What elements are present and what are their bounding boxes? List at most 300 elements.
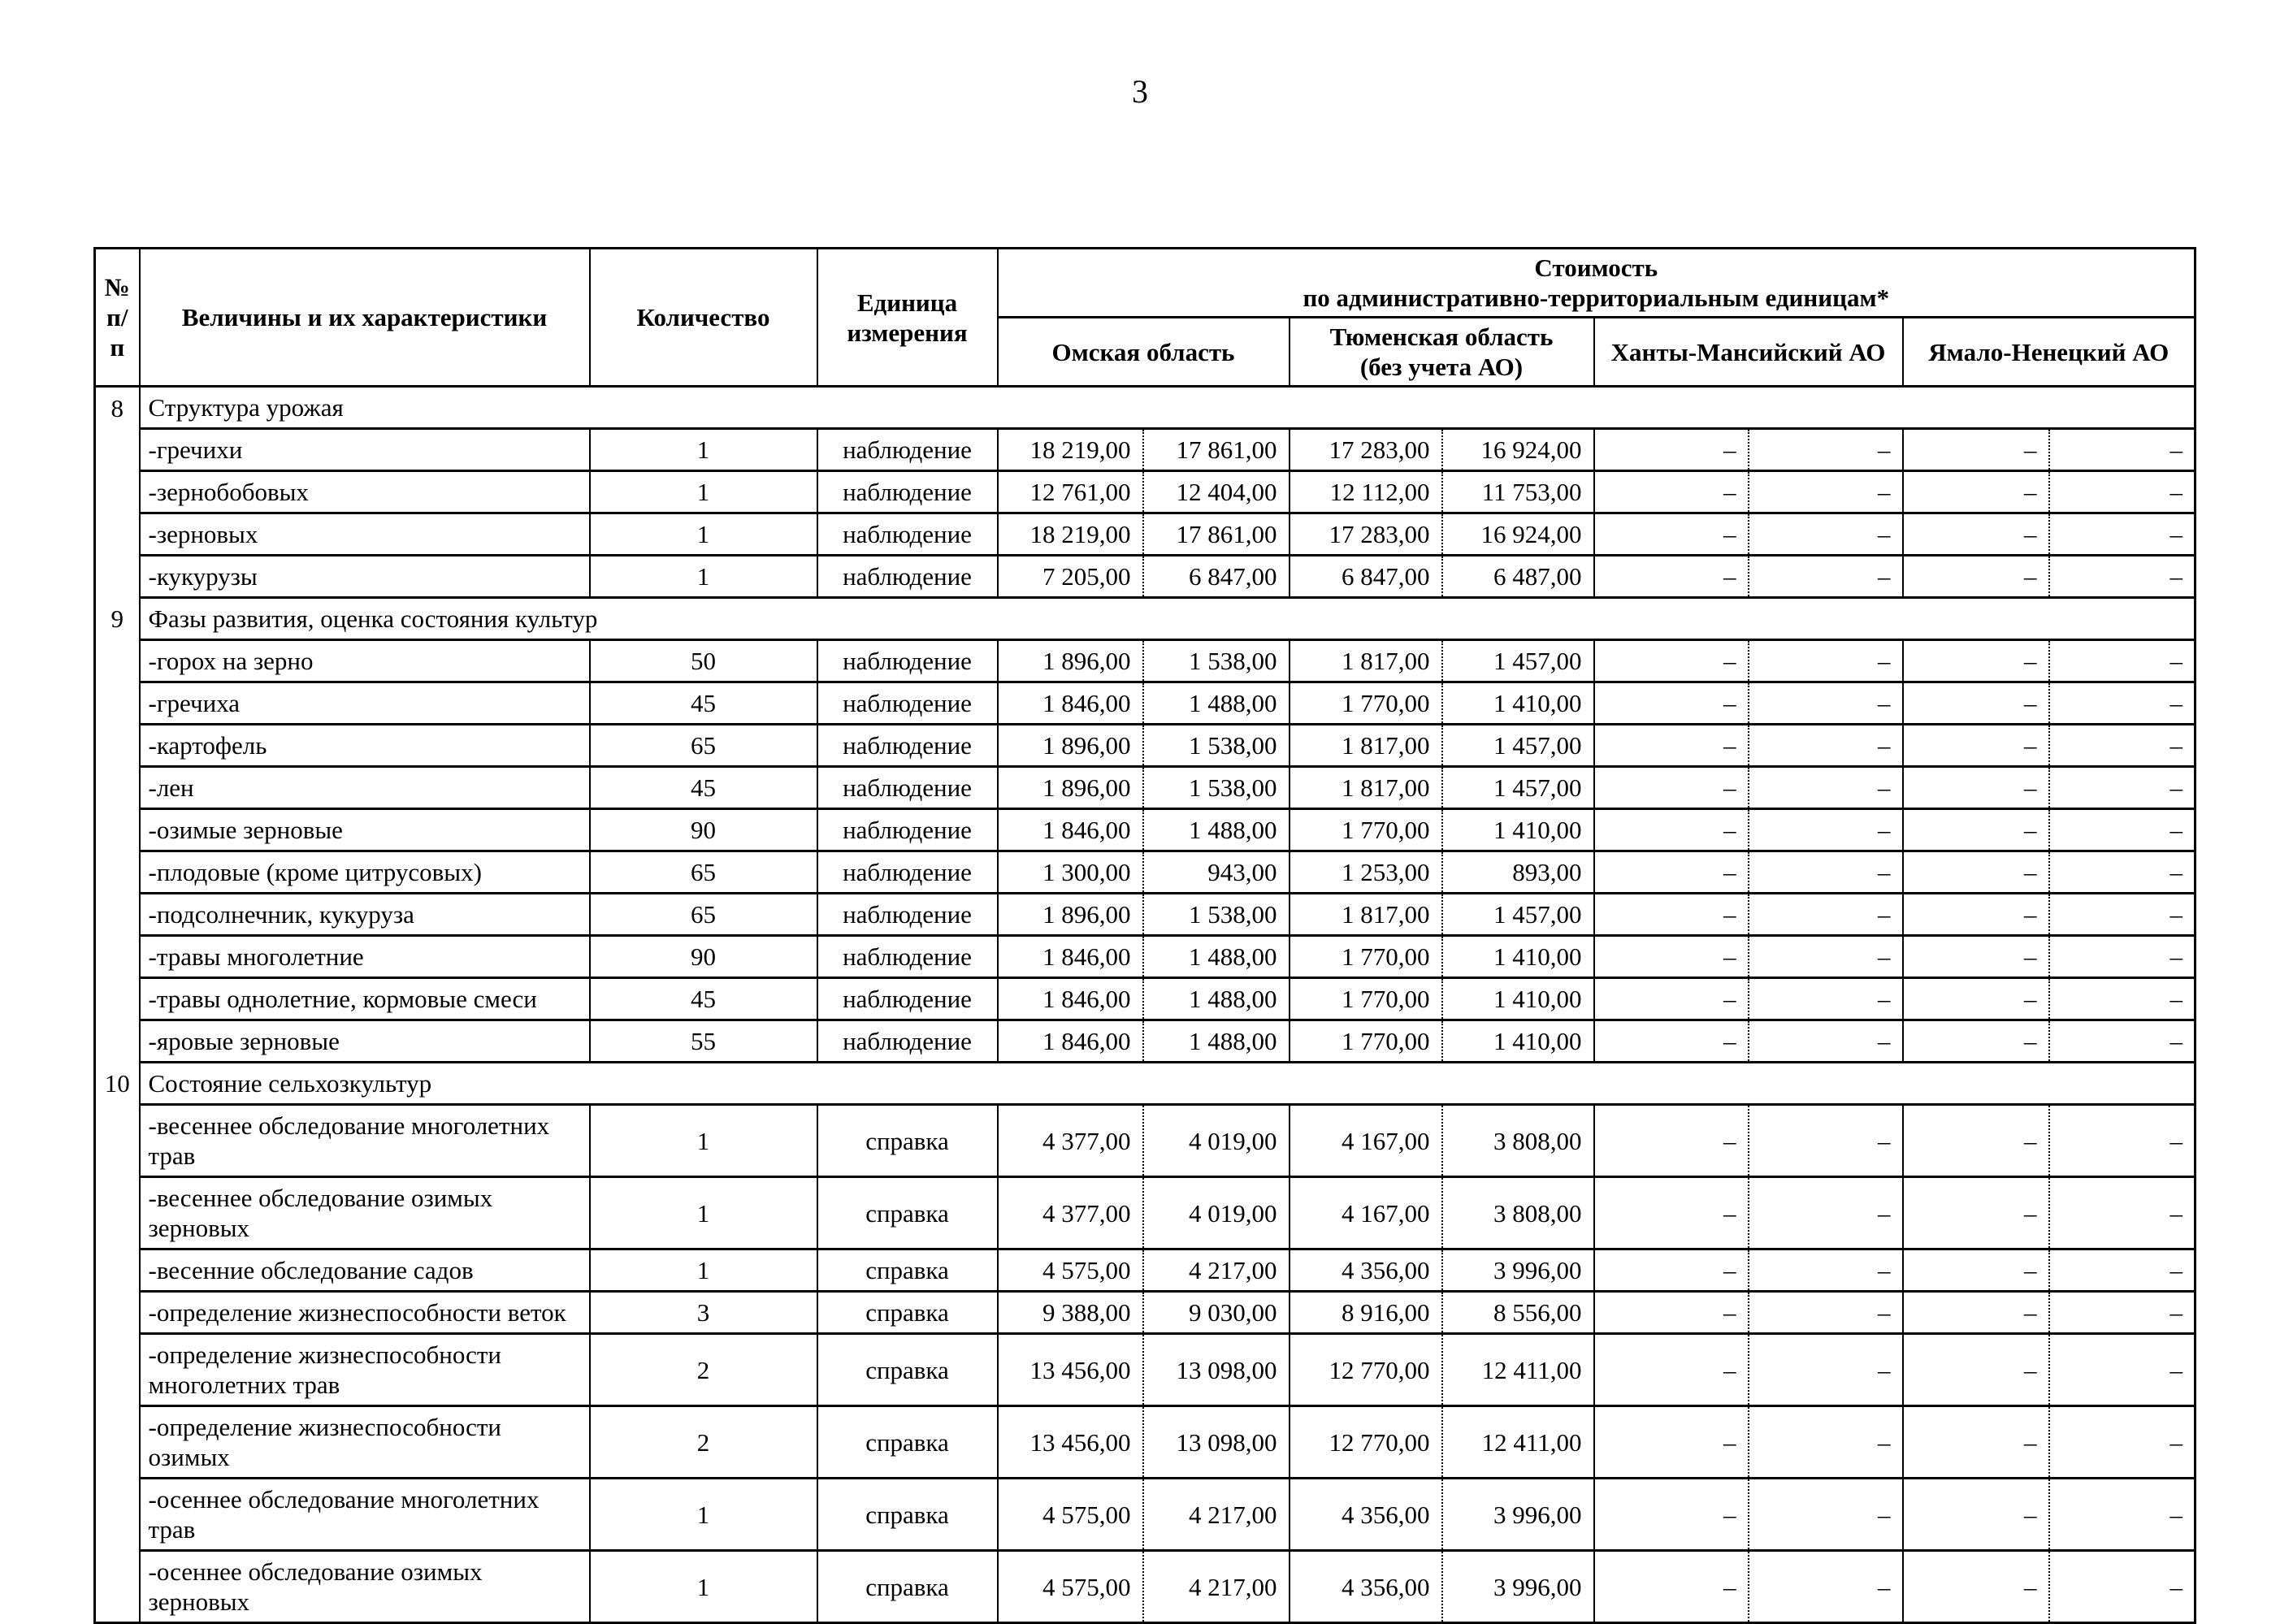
row-number-empty (95, 640, 140, 682)
cost-value: – (1594, 682, 1749, 725)
cost-value: 4 217,00 (1143, 1551, 1290, 1623)
cost-value: – (1749, 1479, 1903, 1551)
table-row (95, 682, 2195, 725)
cost-value: – (1903, 1020, 2049, 1063)
table-row (95, 1334, 2195, 1406)
cost-value: 3 996,00 (1442, 1249, 1594, 1292)
cost-value: – (1903, 682, 2049, 725)
cost-value: 1 770,00 (1290, 1020, 1442, 1063)
cost-table (93, 247, 2196, 1624)
cost-value: – (2049, 725, 2195, 767)
row-number-empty (95, 894, 140, 936)
section-title: Состояние сельхозкультур (140, 1063, 2195, 1105)
table-row (95, 1551, 2195, 1623)
cost-value: 1 488,00 (1143, 682, 1290, 725)
cost-value: 1 846,00 (998, 1020, 1143, 1063)
cost-value: – (1594, 1334, 1749, 1406)
row-label: -зерновых (140, 513, 590, 556)
cost-value: 6 487,00 (1442, 556, 1594, 598)
cost-value: 1 846,00 (998, 682, 1143, 725)
table-row (95, 809, 2195, 851)
cost-value: 1 846,00 (998, 978, 1143, 1020)
row-quantity: 50 (590, 640, 817, 682)
row-unit: наблюдение (817, 429, 998, 471)
cost-value: 4 019,00 (1143, 1105, 1290, 1177)
row-label: -гречиха (140, 682, 590, 725)
cost-value: 1 770,00 (1290, 978, 1442, 1020)
cost-value: – (2049, 1334, 2195, 1406)
row-unit: наблюдение (817, 978, 998, 1020)
section-title: Структура урожая (140, 387, 2195, 429)
cost-value: 18 219,00 (998, 429, 1143, 471)
row-quantity: 45 (590, 682, 817, 725)
cost-value: – (1749, 851, 1903, 894)
cost-value: 943,00 (1143, 851, 1290, 894)
cost-value: 9 388,00 (998, 1292, 1143, 1334)
cost-value: 4 217,00 (1143, 1479, 1290, 1551)
cost-value: – (1749, 471, 1903, 513)
cost-value: – (1749, 936, 1903, 978)
row-quantity: 3 (590, 1292, 817, 1334)
cost-value: – (1749, 429, 1903, 471)
row-number-empty (95, 725, 140, 767)
cost-value: 17 861,00 (1143, 429, 1290, 471)
row-quantity: 1 (590, 513, 817, 556)
cost-value: 13 456,00 (998, 1334, 1143, 1406)
cost-value: – (2049, 809, 2195, 851)
cost-value: 4 167,00 (1290, 1105, 1442, 1177)
table-row (95, 1249, 2195, 1292)
cost-value: – (1594, 894, 1749, 936)
cost-value: – (2049, 1020, 2195, 1063)
row-quantity: 1 (590, 1105, 817, 1177)
col-header-cost (998, 249, 2195, 318)
cost-value: – (1594, 978, 1749, 1020)
row-label: -гречихи (140, 429, 590, 471)
table-row (95, 513, 2195, 556)
cost-value: 1 488,00 (1143, 978, 1290, 1020)
row-number-empty (95, 1020, 140, 1063)
row-number-empty (95, 1551, 140, 1623)
cost-value: – (1903, 1177, 2049, 1249)
cost-value: – (2049, 640, 2195, 682)
cost-value: 8 916,00 (1290, 1292, 1442, 1334)
cost-value: – (1903, 1249, 2049, 1292)
row-label: -озимые зерновые (140, 809, 590, 851)
row-quantity: 1 (590, 1249, 817, 1292)
cost-value: – (1594, 429, 1749, 471)
row-unit: наблюдение (817, 640, 998, 682)
cost-value: – (2049, 894, 2195, 936)
row-label: -осеннее обследование озимых зерновых (140, 1551, 590, 1623)
col-header-quantity: Количество (590, 249, 817, 387)
cost-value: 12 770,00 (1290, 1334, 1442, 1406)
cost-value: 1 457,00 (1442, 640, 1594, 682)
cost-value: – (1749, 894, 1903, 936)
cost-value: 4 356,00 (1290, 1479, 1442, 1551)
row-unit: справка (817, 1249, 998, 1292)
cost-value: 4 377,00 (998, 1177, 1143, 1249)
row-number-empty (95, 936, 140, 978)
cost-value: – (1594, 640, 1749, 682)
row-label: -лен (140, 767, 590, 809)
cost-value: – (1903, 809, 2049, 851)
cost-value: – (1594, 851, 1749, 894)
row-number-empty (95, 978, 140, 1020)
cost-value: – (2049, 1406, 2195, 1479)
header-row-top (95, 249, 2195, 318)
cost-value: 1 457,00 (1442, 725, 1594, 767)
row-number-empty (95, 1406, 140, 1479)
cost-value: 1 896,00 (998, 767, 1143, 809)
row-unit: наблюдение (817, 894, 998, 936)
cost-value: 7 205,00 (998, 556, 1143, 598)
table-row (95, 1177, 2195, 1249)
cost-value: 1 457,00 (1442, 767, 1594, 809)
row-unit: справка (817, 1406, 998, 1479)
section-row (95, 598, 2195, 640)
row-unit: наблюдение (817, 1020, 998, 1063)
cost-value: – (1749, 1105, 1903, 1177)
cost-value: 3 808,00 (1442, 1177, 1594, 1249)
cost-value: – (1749, 1249, 1903, 1292)
cost-value: 9 030,00 (1143, 1292, 1290, 1334)
row-label: -плодовые (кроме цитрусовых) (140, 851, 590, 894)
cost-value: – (2049, 1551, 2195, 1623)
header-line: по административно-территориальным единицам* (1303, 284, 1890, 312)
cost-value: – (1903, 978, 2049, 1020)
table-row (95, 1479, 2195, 1551)
cost-value: 13 456,00 (998, 1406, 1143, 1479)
cost-value: – (1903, 936, 2049, 978)
cost-value: 3 996,00 (1442, 1479, 1594, 1551)
table-row (95, 936, 2195, 978)
cost-value: 4 575,00 (998, 1551, 1143, 1623)
row-number-empty (95, 1479, 140, 1551)
cost-value: – (1749, 640, 1903, 682)
cost-value: 17 861,00 (1143, 513, 1290, 556)
cost-value: – (1903, 640, 2049, 682)
cost-value: 4 217,00 (1143, 1249, 1290, 1292)
row-quantity: 1 (590, 1177, 817, 1249)
row-label: -осеннее обследование многолетних трав (140, 1479, 590, 1551)
row-number-empty (95, 471, 140, 513)
table-row (95, 556, 2195, 598)
cost-value: – (1594, 1551, 1749, 1623)
row-unit: наблюдение (817, 809, 998, 851)
row-quantity: 1 (590, 471, 817, 513)
cost-value: 4 167,00 (1290, 1177, 1442, 1249)
cost-value: – (1594, 1249, 1749, 1292)
cost-value: 16 924,00 (1442, 429, 1594, 471)
cost-value: – (1903, 471, 2049, 513)
cost-value: – (1594, 1292, 1749, 1334)
cost-value: – (1749, 978, 1903, 1020)
cost-value: – (1903, 1551, 2049, 1623)
table-body (95, 387, 2195, 1623)
cost-value: – (2049, 471, 2195, 513)
row-unit: наблюдение (817, 851, 998, 894)
cost-value: 12 112,00 (1290, 471, 1442, 513)
cost-value: 1 896,00 (998, 894, 1143, 936)
cost-value: – (1749, 809, 1903, 851)
row-unit: наблюдение (817, 767, 998, 809)
cost-value: 1 410,00 (1442, 978, 1594, 1020)
cost-value: 12 761,00 (998, 471, 1143, 513)
cost-value: – (1749, 1551, 1903, 1623)
cost-value: – (1903, 1292, 2049, 1334)
row-label: -горох на зерно (140, 640, 590, 682)
table-row (95, 429, 2195, 471)
cost-value: – (1903, 1105, 2049, 1177)
cost-value: 1 538,00 (1143, 725, 1290, 767)
row-unit: наблюдение (817, 682, 998, 725)
row-quantity: 65 (590, 725, 817, 767)
row-label: -кукурузы (140, 556, 590, 598)
cost-value: 4 575,00 (998, 1249, 1143, 1292)
row-label: -определение жизнеспособности озимых (140, 1406, 590, 1479)
cost-value: – (1594, 809, 1749, 851)
cost-value: – (2049, 936, 2195, 978)
row-label: -определение жизнеспособности веток (140, 1292, 590, 1334)
cost-value: – (1749, 767, 1903, 809)
cost-value: 4 377,00 (998, 1105, 1143, 1177)
cost-value: – (1903, 851, 2049, 894)
row-unit: наблюдение (817, 513, 998, 556)
col-header-region-yamalo-nenets: Ямало-Ненецкий АО (1903, 318, 2195, 387)
table-row (95, 851, 2195, 894)
cost-value: 1 300,00 (998, 851, 1143, 894)
cost-value: 13 098,00 (1143, 1334, 1290, 1406)
table-row (95, 978, 2195, 1020)
cost-value: – (1903, 767, 2049, 809)
row-label: -травы многолетние (140, 936, 590, 978)
table-row (95, 471, 2195, 513)
cost-value: 1 817,00 (1290, 767, 1442, 809)
cost-value: 1 817,00 (1290, 640, 1442, 682)
row-label: -картофель (140, 725, 590, 767)
cost-value: 6 847,00 (1290, 556, 1442, 598)
row-quantity: 45 (590, 767, 817, 809)
cost-value: 1 410,00 (1442, 682, 1594, 725)
cost-value: – (1749, 1177, 1903, 1249)
cost-value: – (1594, 1177, 1749, 1249)
cost-value: – (2049, 978, 2195, 1020)
row-unit: наблюдение (817, 936, 998, 978)
cost-value: – (1903, 1406, 2049, 1479)
cost-value: – (1903, 1334, 2049, 1406)
cost-value: 4 019,00 (1143, 1177, 1290, 1249)
cost-value: 18 219,00 (998, 513, 1143, 556)
row-quantity: 1 (590, 429, 817, 471)
cost-value: 1 253,00 (1290, 851, 1442, 894)
cost-value: 6 847,00 (1143, 556, 1290, 598)
cost-value: – (1749, 682, 1903, 725)
cost-value: – (1903, 513, 2049, 556)
table-header (95, 249, 2195, 387)
row-label: -весенние обследование садов (140, 1249, 590, 1292)
cost-value: 1 488,00 (1143, 936, 1290, 978)
cost-value: 1 896,00 (998, 640, 1143, 682)
cost-value: 1 538,00 (1143, 767, 1290, 809)
cost-value: 3 808,00 (1442, 1105, 1594, 1177)
cost-value: – (1594, 513, 1749, 556)
cost-value: 4 575,00 (998, 1479, 1143, 1551)
cost-value: 1 457,00 (1442, 894, 1594, 936)
header-line: измерения (847, 318, 968, 347)
row-quantity: 65 (590, 851, 817, 894)
table-row (95, 894, 2195, 936)
row-number-empty (95, 809, 140, 851)
cost-value: – (1594, 556, 1749, 598)
header-line: Тюменская область (1329, 323, 1554, 351)
row-number-empty (95, 682, 140, 725)
cost-value: 1 410,00 (1442, 936, 1594, 978)
cost-value: – (1903, 725, 2049, 767)
cost-value: – (1749, 1406, 1903, 1479)
col-header-num (95, 249, 140, 387)
cost-value: – (1903, 429, 2049, 471)
row-quantity: 90 (590, 809, 817, 851)
row-number-empty (95, 1249, 140, 1292)
table-row (95, 1020, 2195, 1063)
cost-value: – (2049, 1249, 2195, 1292)
table-row (95, 640, 2195, 682)
row-unit: справка (817, 1479, 998, 1551)
row-unit: справка (817, 1292, 998, 1334)
cost-value: 3 996,00 (1442, 1551, 1594, 1623)
cost-value: 1 846,00 (998, 809, 1143, 851)
cost-value: 1 488,00 (1143, 809, 1290, 851)
row-quantity: 1 (590, 556, 817, 598)
cost-value: 4 356,00 (1290, 1249, 1442, 1292)
cost-value: 4 356,00 (1290, 1551, 1442, 1623)
col-header-characteristics: Величины и их характеристики (140, 249, 590, 387)
row-unit: наблюдение (817, 471, 998, 513)
col-header-unit (817, 249, 998, 387)
cost-value: – (1749, 1334, 1903, 1406)
page-number: 3 (1132, 73, 1148, 110)
col-header-region-tyumen (1290, 318, 1594, 387)
cost-value: – (1749, 513, 1903, 556)
cost-value: – (1749, 556, 1903, 598)
row-unit: справка (817, 1105, 998, 1177)
header-line: (без учета АО) (1359, 353, 1524, 381)
table-row (95, 1406, 2195, 1479)
row-quantity: 55 (590, 1020, 817, 1063)
row-number-empty (95, 767, 140, 809)
cost-value: – (2049, 1292, 2195, 1334)
cost-value: – (1749, 725, 1903, 767)
cost-value: 1 817,00 (1290, 894, 1442, 936)
cost-value: – (1594, 471, 1749, 513)
row-quantity: 2 (590, 1406, 817, 1479)
row-quantity: 45 (590, 978, 817, 1020)
col-header-region-khanty-mansi: Ханты-Мансийский АО (1594, 318, 1903, 387)
section-row (95, 1063, 2195, 1105)
cost-value: – (1903, 1479, 2049, 1551)
table-row (95, 1105, 2195, 1177)
row-quantity: 2 (590, 1334, 817, 1406)
row-number-empty (95, 513, 140, 556)
row-label: -весеннее обследование многолетних трав (140, 1105, 590, 1177)
cost-value: 1 538,00 (1143, 894, 1290, 936)
cost-value: 16 924,00 (1442, 513, 1594, 556)
cost-value: 893,00 (1442, 851, 1594, 894)
table-row (95, 725, 2195, 767)
row-unit: справка (817, 1177, 998, 1249)
cost-value: – (1594, 1105, 1749, 1177)
cost-value: 12 411,00 (1442, 1334, 1594, 1406)
cost-value: 1 846,00 (998, 936, 1143, 978)
section-number: 8 (111, 393, 124, 422)
row-quantity: 1 (590, 1551, 817, 1623)
header-line: п/п (106, 303, 128, 362)
cost-value: 1 896,00 (998, 725, 1143, 767)
row-number-empty (95, 851, 140, 894)
cost-value: 1 770,00 (1290, 936, 1442, 978)
cost-value: – (1594, 1479, 1749, 1551)
cost-value: – (1749, 1020, 1903, 1063)
section-title: Фазы развития, оценка состояния культур (140, 598, 2195, 640)
cost-value: 1 817,00 (1290, 725, 1442, 767)
cost-value: – (2049, 1105, 2195, 1177)
cost-value: 13 098,00 (1143, 1406, 1290, 1479)
row-label: -определение жизнеспособности многолетних трав (140, 1334, 590, 1406)
row-number-empty (95, 1105, 140, 1177)
cost-value: – (2049, 1479, 2195, 1551)
row-label: -подсолнечник, кукуруза (140, 894, 590, 936)
section-number: 10 (104, 1069, 130, 1098)
section-number: 9 (111, 604, 124, 633)
cost-value: 17 283,00 (1290, 429, 1442, 471)
cost-value: 1 410,00 (1442, 809, 1594, 851)
row-unit: наблюдение (817, 556, 998, 598)
header-line: Стоимость (1534, 253, 1658, 282)
header-line: № (104, 273, 130, 301)
cost-value: – (1594, 936, 1749, 978)
cost-value: 1 488,00 (1143, 1020, 1290, 1063)
cost-value: 17 283,00 (1290, 513, 1442, 556)
row-unit: наблюдение (817, 725, 998, 767)
cost-value: – (1749, 1292, 1903, 1334)
header-line: Единица (856, 288, 958, 317)
col-header-region-omsk: Омская область (998, 318, 1290, 387)
row-unit: справка (817, 1334, 998, 1406)
cost-value: – (1903, 894, 2049, 936)
cost-value: – (1903, 556, 2049, 598)
cost-value: 8 556,00 (1442, 1292, 1594, 1334)
cost-value: – (2049, 1177, 2195, 1249)
cost-value: 12 411,00 (1442, 1406, 1594, 1479)
cost-value: – (1594, 1406, 1749, 1479)
table-row (95, 767, 2195, 809)
cost-value: 1 538,00 (1143, 640, 1290, 682)
row-label: -яровые зерновые (140, 1020, 590, 1063)
cost-value: – (2049, 429, 2195, 471)
row-number-empty (95, 1334, 140, 1406)
cost-value: – (2049, 682, 2195, 725)
cost-value: – (2049, 513, 2195, 556)
cost-value: – (2049, 767, 2195, 809)
cost-value: 1 770,00 (1290, 682, 1442, 725)
cost-value: 11 753,00 (1442, 471, 1594, 513)
cost-value: 12 404,00 (1143, 471, 1290, 513)
row-number-empty (95, 1292, 140, 1334)
cost-value: 1 770,00 (1290, 809, 1442, 851)
cost-value: – (2049, 851, 2195, 894)
cost-value: – (1594, 1020, 1749, 1063)
